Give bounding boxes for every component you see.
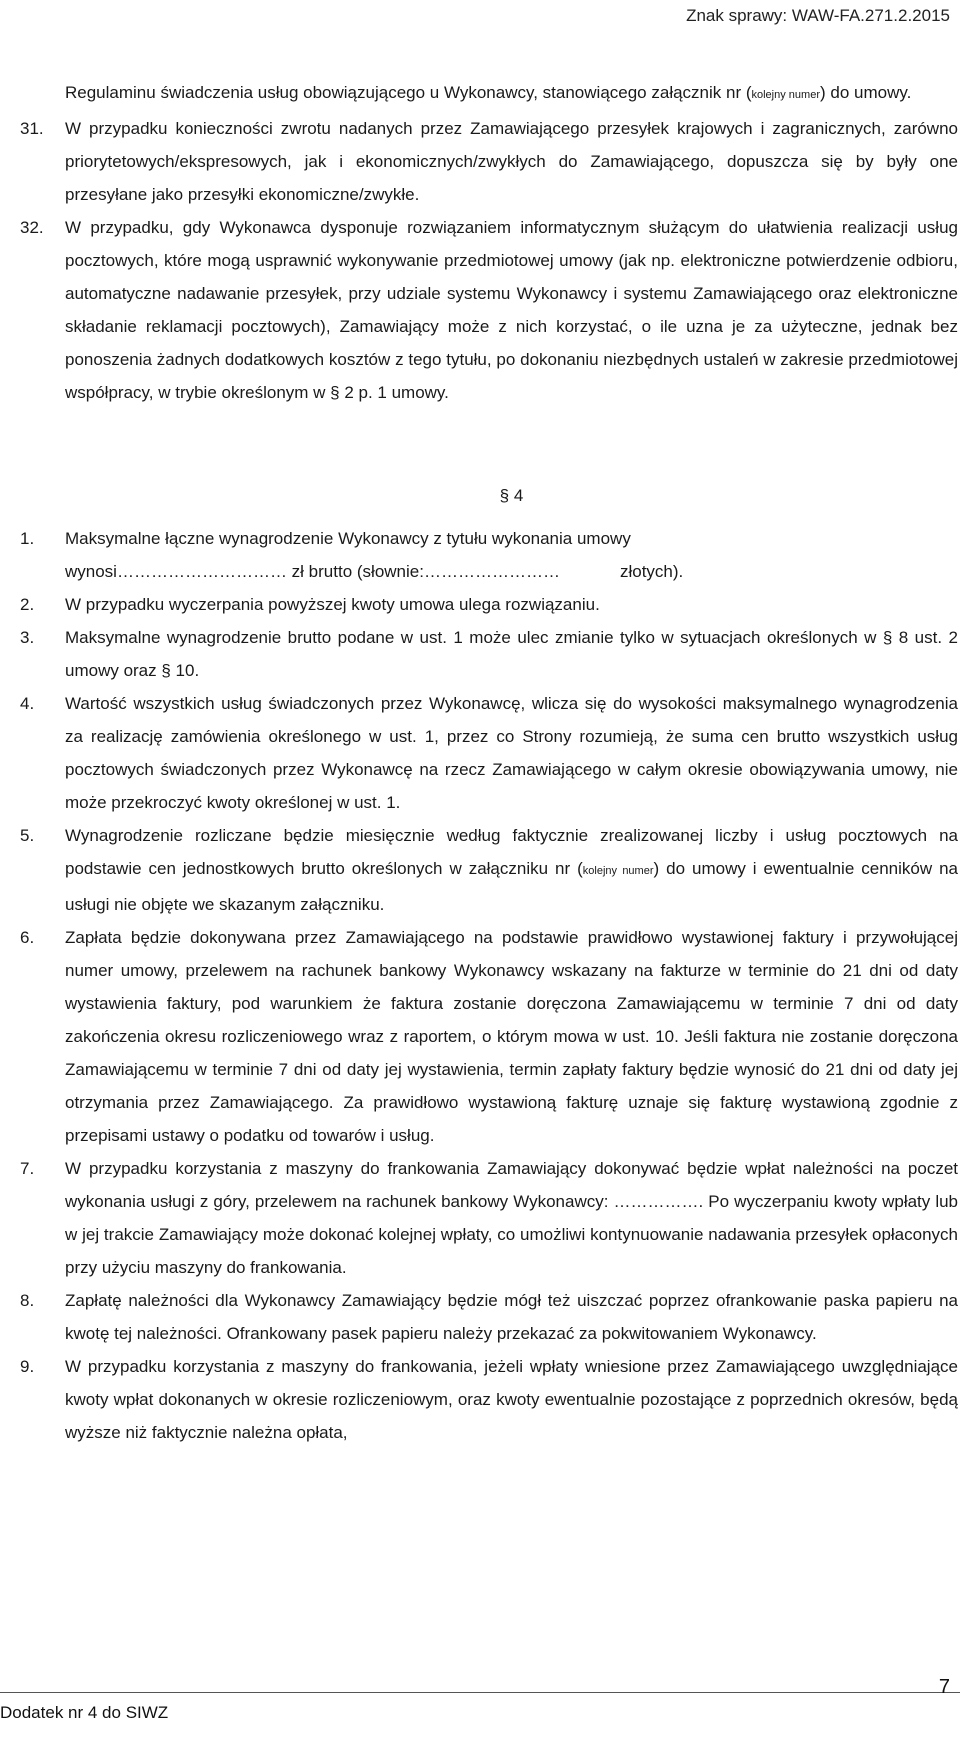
list-item-number: 6. [20,928,35,947]
list-item-text: W przypadku wyczerpania powyższej kwoty umowa ulega rozwiązaniu. [65,595,600,614]
list-item-text: W przypadku korzystania z maszyny do frankowania, jeżeli wpłaty wniesione przez Zamawiającego uwzględniające kwoty wpłat dokonanych w okresie rozliczeniowym, oraz kwoty ewentualnie pozostające z poprzednich okresów, będą wyższe niż faktycznie należna opłata, [65,1357,958,1442]
continuation-small-text: kolejny numer [751,89,820,101]
continuation-paragraph [20,76,958,112]
list-item-text [65,522,958,588]
list-item-number: 1. [20,529,35,548]
list-item-text: W przypadku korzystania z maszyny do frankowania Zamawiający dokonywać będzie wpłat należności na poczet wykonania usługi z góry, przelewem na rachunek bankowy Wykonawcy: ……………. Po wyczerpaniu kwoty wpłaty lub w jej trakcie Zamawiający może dokonać kolejnej wpłaty, co umożliwi kontynuowanie nadawania przesyłek opłaconych przy użyciu maszyny do frankowania. [65,1159,958,1277]
item1-line2b: złotych). [619,562,684,581]
list-item-8 [20,1284,958,1350]
list-item-6 [20,921,958,1152]
footer-divider [0,1692,960,1693]
item1-line2a: wynosi………………………… zł brutto (słownie:…………………… [65,562,560,581]
continuation-text-a: Regulaminu świadczenia usług obowiązującego u Wykonawcy, stanowiącego załącznik nr ( [65,83,752,102]
list-item-31 [20,112,958,211]
page-number: 7 [938,1676,950,1698]
list-item-32 [20,211,958,409]
document-body [20,76,958,1449]
list-item-number: 9. [20,1357,35,1376]
list-item-1 [20,522,958,588]
item5-text-a: Wynagrodzenie rozliczane będzie miesięcznie według faktycznie zrealizowanej liczby i usług pocztowych na podstawie cen jednostkowych brutto określonych w załączniku nr ( [65,826,958,878]
list-item-number: 2. [20,595,35,614]
list-item-2 [20,588,958,621]
list-item-text: W przypadku konieczności zwrotu nadanych przez Zamawiającego przesyłek krajowych i zagranicznych, zarówno priorytetowych/ekspresowych, jak i ekonomicznych/zwykłych do Zamawiającego, dopuszcza się by były one przesyłane jako przesyłki ekonomiczne/zwykłe. [65,119,958,204]
continuation-text-b: ) do umowy. [819,83,912,102]
list-item-text: Zapłatę należności dla Wykonawcy Zamawiający będzie mógł też uiszczać poprzez ofrankowanie paska papieru na kwotę tej należności. Ofrankowany pasek papieru należy przekazać za pokwitowaniem Wykonawcy. [65,1291,958,1343]
section-title: § 4 [499,486,524,505]
list-item-5 [20,819,958,921]
list-item-number: 3. [20,628,35,647]
footer-attachment-label: Dodatek nr 4 do SIWZ [0,1703,169,1722]
list-item-number: 7. [20,1159,35,1178]
list-item-4 [20,687,958,819]
list-item-9 [20,1350,958,1449]
list-item-text: Maksymalne wynagrodzenie brutto podane w ust. 1 może ulec zmianie tylko w sytuacjach określonych w § 8 ust. 2 umowy oraz § 10. [65,628,958,680]
list-item-text: Wartość wszystkich usług świadczonych przez Wykonawcę, wlicza się do wysokości maksymalnego wynagrodzenia za realizację zamówienia określonego w ust. 1, przez co Strony rozumieją, że suma cen brutto wszystkich usług pocztowych świadczonych przez Wykonawcę na rzecz Zamawiającego w całym okresie obowiązywania umowy, nie może przekroczyć kwoty określonej w ust. 1. [65,694,958,812]
item5-text-b: ) do umowy i ewentualnie cenników na usługi nie objęte we skazanym załączniku. [65,859,958,914]
list-item-7 [20,1152,958,1284]
case-number-header: Znak sprawy: WAW-FA.271.2.2015 [686,6,950,25]
list-item-text: W przypadku, gdy Wykonawca dysponuje rozwiązaniem informatycznym służącym do ułatwienia realizacji usług pocztowych, które mogą usprawnić wykonywanie przedmiotowej umowy (jak np. elektroniczne potwierdzenie odbioru, automatyczne nadawanie przesyłek, przy udziale systemu Wykonawcy i systemu Zamawiającego oraz elektroniczne składanie reklamacji pocztowych), Zamawiający może z nich korzystać, o ile uzna je za użyteczne, jednak bez ponoszenia żadnych dodatkowych kosztów z tego tytułu, po dokonaniu niezbędnych ustaleń w zakresie przedmiotowej współpracy, w trybie określonym w § 2 p. 1 umowy. [65,218,958,402]
list-item-number: 31. [20,119,44,138]
list-item-number: 5. [20,826,35,845]
item1-line1: Maksymalne łączne wynagrodzenie Wykonawcy z tytułu wykonania umowy [65,529,631,548]
list-item-number: 8. [20,1291,35,1310]
list-item-text [65,819,958,921]
list-item-text: Zapłata będzie dokonywana przez Zamawiającego na podstawie prawidłowo wystawionej faktury i przywołującej numer umowy, przelewem na rachunek bankowy Wykonawcy wskazany na fakturze w terminie do 21 dni od daty wystawienia faktury, pod warunkiem że faktura zostanie doręczona Zamawiającemu w terminie 7 dni od daty zakończenia okresu rozliczeniowego wraz z raportem, o którym mowa w ust. 10. Jeśli faktura nie zostanie doręczona Zamawiającemu w terminie 7 dni od daty jej wystawienia, termin zapłaty faktury będzie wynosić do 21 dni od daty jej otrzymania przez Zamawiającego. Za prawidłowo wystawioną fakturę uznaje się fakturę wystawioną zgodnie z przepisami ustawy o podatku od towarów i usług. [65,928,958,1145]
list-item-number: 4. [20,694,35,713]
list-item-number: 32. [20,218,44,237]
list-item-3 [20,621,958,687]
item5-small-text: kolejny numer [582,865,654,877]
